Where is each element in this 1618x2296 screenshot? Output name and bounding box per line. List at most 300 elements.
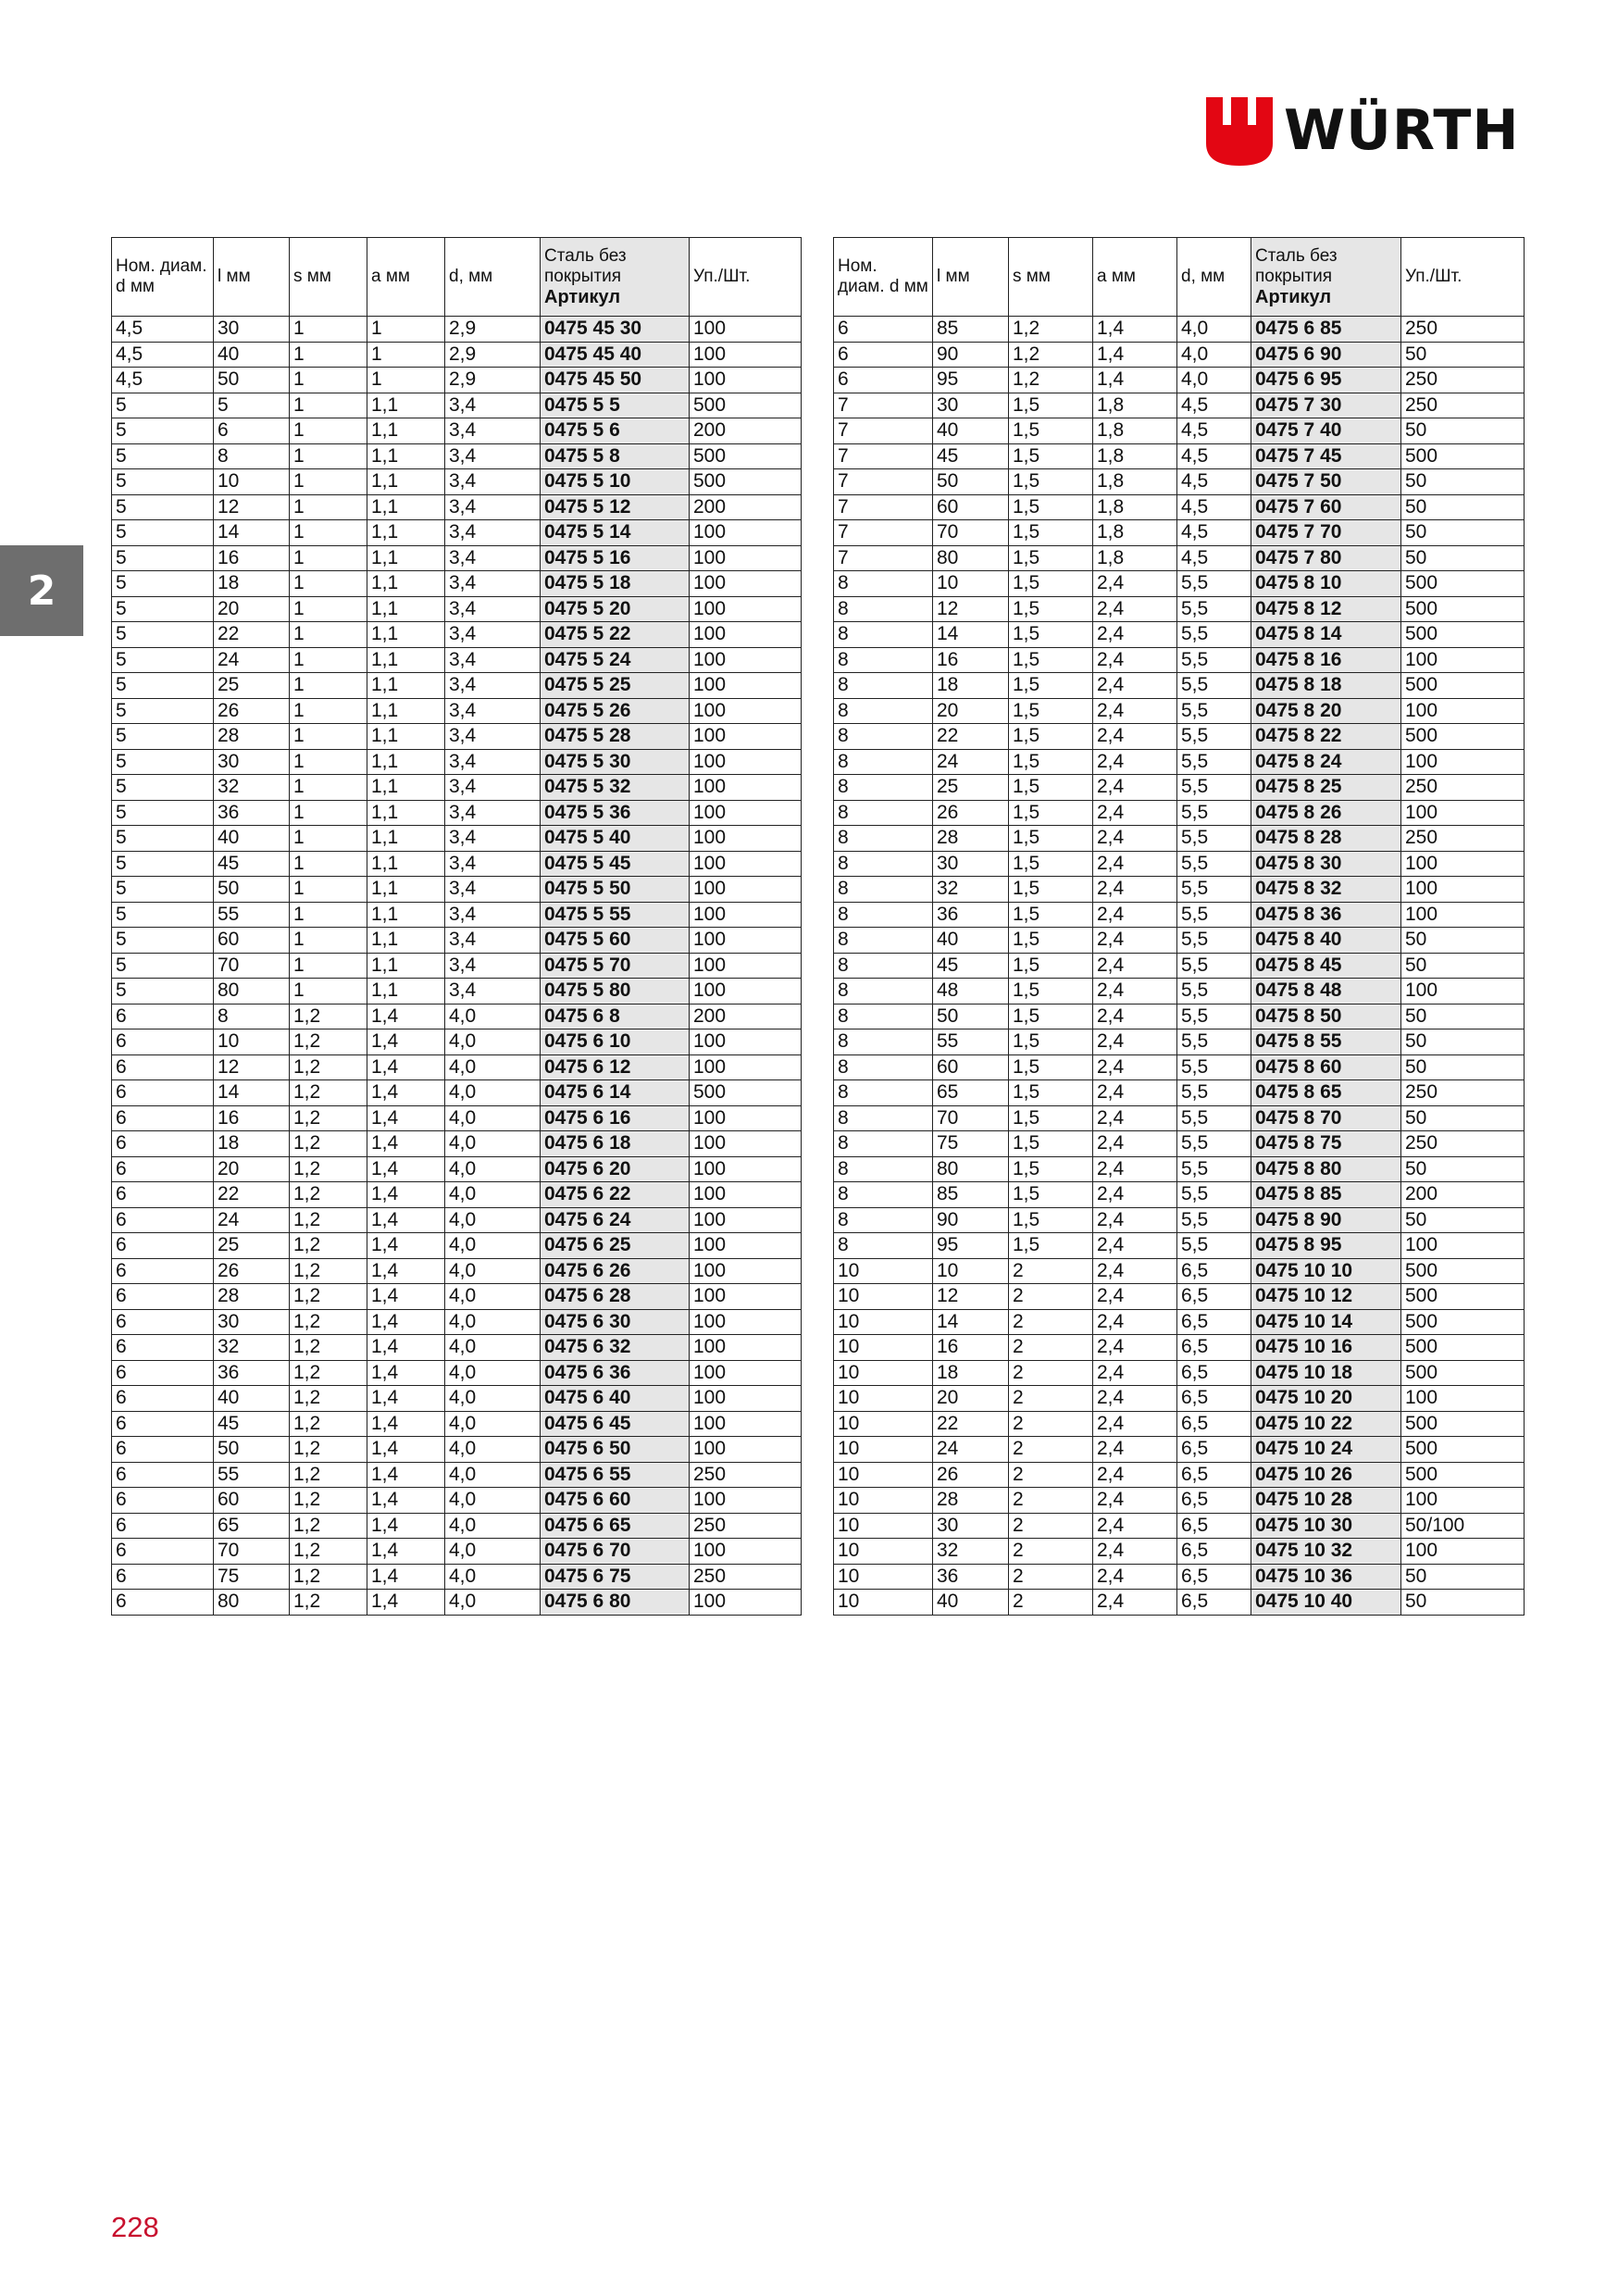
cell-a: 2,4: [1093, 1309, 1177, 1335]
cell-a: 1,4: [367, 1080, 445, 1106]
cell-article: 0475 8 28: [1251, 826, 1401, 852]
cell-l: 20: [214, 596, 290, 622]
table-row: [834, 1258, 1525, 1284]
spec-table-right: [833, 237, 1525, 1616]
cell-article: 0475 8 70: [1251, 1105, 1401, 1131]
table-row: [112, 647, 802, 673]
cell-l: 5: [214, 393, 290, 418]
cell-l: 25: [214, 1233, 290, 1259]
cell-d: 4,5: [1177, 520, 1251, 546]
cell-pack: 100: [690, 698, 802, 724]
table-row: [112, 1054, 802, 1080]
cell-pack: 500: [1401, 1258, 1525, 1284]
cell-nom-diam: 6: [112, 1207, 214, 1233]
cell-d: 5,5: [1177, 979, 1251, 1004]
cell-d: 4,5: [1177, 469, 1251, 495]
cell-nom-diam: 4,5: [112, 368, 214, 393]
cell-nom-diam: 8: [834, 775, 933, 801]
cell-s: 1: [290, 596, 367, 622]
cell-nom-diam: 7: [834, 469, 933, 495]
table-row: [834, 775, 1525, 801]
cell-article: 0475 10 24: [1251, 1437, 1401, 1463]
cell-s: 1,2: [290, 1309, 367, 1335]
table-row: [112, 622, 802, 648]
cell-pack: 100: [1401, 1233, 1525, 1259]
cell-a: 1,8: [1093, 393, 1177, 418]
cell-l: 18: [214, 1131, 290, 1157]
cell-article: 0475 5 55: [541, 902, 690, 928]
wurth-logo: [1206, 97, 1521, 168]
cell-pack: 50: [1401, 1564, 1525, 1590]
cell-d: 4,0: [1177, 342, 1251, 368]
cell-d: 5,5: [1177, 775, 1251, 801]
cell-nom-diam: 5: [112, 622, 214, 648]
cell-a: 1,4: [367, 1233, 445, 1259]
cell-d: 4,0: [445, 1004, 541, 1029]
table-row: [834, 1105, 1525, 1131]
cell-nom-diam: 8: [834, 571, 933, 597]
col-header-steel-label: Сталь без покрытия: [1255, 246, 1338, 286]
cell-pack: 100: [690, 724, 802, 750]
table-row: [112, 545, 802, 571]
col-header-a: a мм: [1093, 238, 1177, 317]
cell-a: 1,1: [367, 469, 445, 495]
cell-s: 1,2: [1009, 368, 1093, 393]
cell-a: 1,1: [367, 800, 445, 826]
cell-article: 0475 10 18: [1251, 1360, 1401, 1386]
table-row: [112, 1411, 802, 1437]
cell-a: 2,4: [1093, 1080, 1177, 1106]
cell-nom-diam: 10: [834, 1258, 933, 1284]
cell-d: 3,4: [445, 494, 541, 520]
cell-s: 1,5: [1009, 877, 1093, 903]
table-row: [834, 1437, 1525, 1463]
cell-article: 0475 8 48: [1251, 979, 1401, 1004]
cell-d: 6,5: [1177, 1309, 1251, 1335]
cell-nom-diam: 6: [112, 1105, 214, 1131]
cell-s: 1,5: [1009, 1080, 1093, 1106]
cell-article: 0475 10 36: [1251, 1564, 1401, 1590]
cell-d: 6,5: [1177, 1437, 1251, 1463]
cell-article: 0475 6 24: [541, 1207, 690, 1233]
table-row: [834, 1386, 1525, 1412]
cell-d: 5,5: [1177, 596, 1251, 622]
cell-s: 1: [290, 571, 367, 597]
cell-l: 30: [933, 851, 1009, 877]
cell-a: 1,1: [367, 596, 445, 622]
cell-s: 1,2: [290, 1258, 367, 1284]
cell-pack: 100: [690, 877, 802, 903]
cell-l: 40: [933, 418, 1009, 444]
cell-a: 1,1: [367, 775, 445, 801]
cell-pack: 250: [1401, 1080, 1525, 1106]
cell-pack: 100: [690, 1029, 802, 1055]
cell-a: 1,8: [1093, 418, 1177, 444]
cell-l: 55: [214, 1462, 290, 1488]
cell-pack: 50/100: [1401, 1513, 1525, 1539]
cell-a: 1,1: [367, 877, 445, 903]
table-row: [112, 1335, 802, 1361]
cell-nom-diam: 10: [834, 1284, 933, 1310]
cell-article: 0475 7 45: [1251, 443, 1401, 469]
cell-s: 1: [290, 647, 367, 673]
cell-pack: 100: [690, 826, 802, 852]
cell-d: 4,0: [445, 1411, 541, 1437]
cell-a: 1,1: [367, 698, 445, 724]
cell-s: 1: [290, 698, 367, 724]
cell-article: 0475 8 22: [1251, 724, 1401, 750]
cell-l: 8: [214, 1004, 290, 1029]
cell-d: 5,5: [1177, 1105, 1251, 1131]
table-row: [112, 1182, 802, 1208]
cell-d: 3,4: [445, 571, 541, 597]
cell-nom-diam: 8: [834, 698, 933, 724]
cell-d: 6,5: [1177, 1360, 1251, 1386]
cell-a: 1,1: [367, 851, 445, 877]
table-row: [112, 1386, 802, 1412]
table-row: [112, 1462, 802, 1488]
cell-l: 55: [214, 902, 290, 928]
cell-s: 1,5: [1009, 1156, 1093, 1182]
table-row: [834, 443, 1525, 469]
cell-article: 0475 6 18: [541, 1131, 690, 1157]
cell-d: 3,4: [445, 979, 541, 1004]
cell-nom-diam: 8: [834, 1182, 933, 1208]
cell-s: 1,5: [1009, 953, 1093, 979]
cell-l: 32: [933, 877, 1009, 903]
cell-a: 1,1: [367, 418, 445, 444]
cell-d: 4,0: [445, 1539, 541, 1565]
col-header-article-label: Артикул: [1255, 287, 1332, 307]
cell-article: 0475 8 26: [1251, 800, 1401, 826]
cell-pack: 100: [690, 571, 802, 597]
cell-nom-diam: 8: [834, 647, 933, 673]
cell-s: 1: [290, 877, 367, 903]
cell-nom-diam: 6: [112, 1462, 214, 1488]
cell-nom-diam: 6: [112, 1360, 214, 1386]
cell-article: 0475 5 60: [541, 928, 690, 954]
cell-d: 4,0: [1177, 317, 1251, 343]
cell-article: 0475 5 22: [541, 622, 690, 648]
cell-pack: 50: [1401, 953, 1525, 979]
cell-article: 0475 6 28: [541, 1284, 690, 1310]
cell-article: 0475 8 45: [1251, 953, 1401, 979]
cell-nom-diam: 10: [834, 1488, 933, 1514]
cell-article: 0475 10 30: [1251, 1513, 1401, 1539]
table-row: [834, 596, 1525, 622]
cell-article: 0475 5 40: [541, 826, 690, 852]
cell-d: 3,4: [445, 928, 541, 954]
cell-s: 1,5: [1009, 826, 1093, 852]
table-row: [834, 1284, 1525, 1310]
cell-l: 30: [214, 317, 290, 343]
cell-d: 6,5: [1177, 1411, 1251, 1437]
col-header-article: [1251, 238, 1401, 317]
table-body-right: [834, 317, 1525, 1616]
cell-pack: 500: [1401, 1335, 1525, 1361]
cell-l: 50: [214, 877, 290, 903]
cell-s: 1,5: [1009, 545, 1093, 571]
cell-s: 1: [290, 520, 367, 546]
cell-s: 1,5: [1009, 1182, 1093, 1208]
cell-a: 1,4: [367, 1105, 445, 1131]
cell-d: 5,5: [1177, 928, 1251, 954]
cell-s: 1: [290, 469, 367, 495]
table-row: [834, 1309, 1525, 1335]
cell-pack: 100: [690, 1360, 802, 1386]
cell-a: 1,4: [367, 1284, 445, 1310]
cell-s: 2: [1009, 1309, 1093, 1335]
cell-pack: 500: [1401, 443, 1525, 469]
cell-nom-diam: 6: [112, 1411, 214, 1437]
cell-s: 1,5: [1009, 443, 1093, 469]
cell-nom-diam: 8: [834, 724, 933, 750]
cell-nom-diam: 4,5: [112, 342, 214, 368]
cell-s: 2: [1009, 1590, 1093, 1616]
table-row: [834, 1004, 1525, 1029]
cell-nom-diam: 7: [834, 443, 933, 469]
cell-a: 1,4: [1093, 342, 1177, 368]
cell-pack: 100: [1401, 1539, 1525, 1565]
cell-article: 0475 5 12: [541, 494, 690, 520]
cell-a: 1,1: [367, 393, 445, 418]
cell-l: 16: [214, 1105, 290, 1131]
cell-a: 1,1: [367, 953, 445, 979]
cell-a: 1,1: [367, 545, 445, 571]
cell-s: 1,5: [1009, 1029, 1093, 1055]
cell-nom-diam: 6: [112, 1437, 214, 1463]
cell-d: 2,9: [445, 317, 541, 343]
cell-l: 30: [214, 1309, 290, 1335]
cell-d: 5,5: [1177, 851, 1251, 877]
cell-d: 5,5: [1177, 1029, 1251, 1055]
cell-article: 0475 8 14: [1251, 622, 1401, 648]
cell-pack: 500: [1401, 1462, 1525, 1488]
cell-s: 1,5: [1009, 596, 1093, 622]
cell-pack: 100: [690, 1335, 802, 1361]
cell-article: 0475 10 14: [1251, 1309, 1401, 1335]
cell-l: 10: [933, 1258, 1009, 1284]
cell-s: 1,5: [1009, 851, 1093, 877]
cell-pack: 500: [1401, 622, 1525, 648]
cell-article: 0475 8 40: [1251, 928, 1401, 954]
cell-l: 60: [214, 1488, 290, 1514]
cell-a: 2,4: [1093, 800, 1177, 826]
cell-s: 1,5: [1009, 902, 1093, 928]
cell-nom-diam: 7: [834, 418, 933, 444]
col-header-a: a мм: [367, 238, 445, 317]
cell-l: 40: [933, 928, 1009, 954]
cell-article: 0475 8 25: [1251, 775, 1401, 801]
cell-nom-diam: 8: [834, 1080, 933, 1106]
table-row: [112, 1029, 802, 1055]
cell-d: 5,5: [1177, 673, 1251, 699]
cell-article: 0475 5 25: [541, 673, 690, 699]
cell-a: 2,4: [1093, 953, 1177, 979]
cell-pack: 50: [1401, 1004, 1525, 1029]
cell-article: 0475 45 50: [541, 368, 690, 393]
cell-l: 75: [214, 1564, 290, 1590]
cell-s: 1: [290, 673, 367, 699]
cell-article: 0475 7 30: [1251, 393, 1401, 418]
cell-a: 2,4: [1093, 877, 1177, 903]
cell-s: 1,2: [290, 1564, 367, 1590]
table-row: [834, 494, 1525, 520]
cell-article: 0475 6 8: [541, 1004, 690, 1029]
cell-article: 0475 10 10: [1251, 1258, 1401, 1284]
cell-nom-diam: 5: [112, 494, 214, 520]
table-row: [834, 469, 1525, 495]
cell-l: 85: [933, 317, 1009, 343]
cell-l: 90: [933, 1207, 1009, 1233]
cell-l: 14: [933, 622, 1009, 648]
cell-nom-diam: 6: [112, 1590, 214, 1616]
cell-pack: 250: [1401, 368, 1525, 393]
cell-article: 0475 6 32: [541, 1335, 690, 1361]
cell-a: 2,4: [1093, 724, 1177, 750]
cell-a: 2,4: [1093, 902, 1177, 928]
cell-a: 1,4: [367, 1335, 445, 1361]
table-row: [112, 1513, 802, 1539]
cell-nom-diam: 6: [112, 1004, 214, 1029]
cell-s: 2: [1009, 1437, 1093, 1463]
cell-nom-diam: 8: [834, 877, 933, 903]
cell-article: 0475 6 45: [541, 1411, 690, 1437]
table-row: [834, 724, 1525, 750]
cell-pack: 250: [690, 1462, 802, 1488]
cell-article: 0475 5 14: [541, 520, 690, 546]
cell-d: 4,5: [1177, 418, 1251, 444]
cell-a: 2,4: [1093, 1207, 1177, 1233]
cell-pack: 100: [690, 520, 802, 546]
cell-l: 20: [933, 1386, 1009, 1412]
cell-d: 4,0: [1177, 368, 1251, 393]
cell-d: 6,5: [1177, 1258, 1251, 1284]
col-header-pack: Уп./Шт.: [690, 238, 802, 317]
cell-a: 1,4: [367, 1564, 445, 1590]
table-row: [834, 1233, 1525, 1259]
cell-pack: 50: [1401, 1590, 1525, 1616]
cell-a: 2,4: [1093, 1360, 1177, 1386]
cell-a: 2,4: [1093, 979, 1177, 1004]
cell-pack: 50: [1401, 494, 1525, 520]
cell-article: 0475 10 40: [1251, 1590, 1401, 1616]
cell-nom-diam: 8: [834, 851, 933, 877]
cell-d: 4,5: [1177, 443, 1251, 469]
cell-a: 2,4: [1093, 1284, 1177, 1310]
cell-a: 2,4: [1093, 1462, 1177, 1488]
table-row: [112, 368, 802, 393]
cell-s: 1,5: [1009, 800, 1093, 826]
table-row: [834, 418, 1525, 444]
cell-l: 28: [933, 826, 1009, 852]
cell-nom-diam: 5: [112, 724, 214, 750]
table-row: [112, 1309, 802, 1335]
cell-s: 1,2: [290, 1029, 367, 1055]
cell-l: 28: [933, 1488, 1009, 1514]
cell-article: 0475 8 36: [1251, 902, 1401, 928]
cell-d: 5,5: [1177, 647, 1251, 673]
cell-pack: 50: [1401, 469, 1525, 495]
cell-pack: 250: [1401, 775, 1525, 801]
cell-a: 1,1: [367, 647, 445, 673]
cell-d: 5,5: [1177, 877, 1251, 903]
table-row: [834, 953, 1525, 979]
cell-s: 1: [290, 979, 367, 1004]
cell-nom-diam: 5: [112, 520, 214, 546]
cell-s: 1: [290, 851, 367, 877]
cell-nom-diam: 5: [112, 647, 214, 673]
cell-a: 1,8: [1093, 545, 1177, 571]
cell-s: 1,2: [290, 1182, 367, 1208]
table-row: [112, 1004, 802, 1029]
cell-l: 24: [214, 647, 290, 673]
cell-d: 4,5: [1177, 494, 1251, 520]
cell-l: 12: [933, 596, 1009, 622]
cell-nom-diam: 7: [834, 494, 933, 520]
section-tab: [0, 545, 83, 636]
table-row: [112, 902, 802, 928]
cell-s: 1: [290, 545, 367, 571]
table-row: [112, 596, 802, 622]
cell-nom-diam: 10: [834, 1564, 933, 1590]
cell-pack: 100: [690, 1488, 802, 1514]
table-row: [834, 902, 1525, 928]
cell-s: 1,5: [1009, 749, 1093, 775]
cell-l: 50: [214, 368, 290, 393]
cell-l: 12: [933, 1284, 1009, 1310]
cell-pack: 100: [690, 979, 802, 1004]
table-row: [112, 1590, 802, 1616]
col-header-article: [541, 238, 690, 317]
cell-d: 5,5: [1177, 1004, 1251, 1029]
cell-l: 14: [933, 1309, 1009, 1335]
cell-l: 28: [214, 724, 290, 750]
col-header-d: d, мм: [1177, 238, 1251, 317]
cell-d: 2,9: [445, 342, 541, 368]
cell-s: 1: [290, 317, 367, 343]
table-row: [112, 1207, 802, 1233]
cell-d: 3,4: [445, 520, 541, 546]
cell-a: 1,4: [367, 1207, 445, 1233]
table-row: [112, 724, 802, 750]
cell-d: 5,5: [1177, 622, 1251, 648]
cell-article: 0475 6 55: [541, 1462, 690, 1488]
cell-s: 2: [1009, 1411, 1093, 1437]
cell-s: 1: [290, 494, 367, 520]
cell-d: 4,0: [445, 1309, 541, 1335]
cell-d: 3,4: [445, 647, 541, 673]
cell-article: 0475 5 10: [541, 469, 690, 495]
cell-pack: 100: [690, 775, 802, 801]
cell-s: 2: [1009, 1386, 1093, 1412]
cell-a: 1,4: [367, 1462, 445, 1488]
table-row: [112, 1131, 802, 1157]
cell-l: 80: [214, 979, 290, 1004]
cell-d: 6,5: [1177, 1564, 1251, 1590]
cell-a: 2,4: [1093, 1182, 1177, 1208]
cell-article: 0475 6 14: [541, 1080, 690, 1106]
cell-d: 4,0: [445, 1462, 541, 1488]
cell-nom-diam: 10: [834, 1386, 933, 1412]
cell-d: 4,0: [445, 1488, 541, 1514]
cell-a: 1,4: [367, 1258, 445, 1284]
cell-pack: 100: [690, 545, 802, 571]
cell-pack: 250: [1401, 317, 1525, 343]
cell-nom-diam: 6: [112, 1156, 214, 1182]
cell-nom-diam: 6: [112, 1131, 214, 1157]
cell-l: 10: [214, 469, 290, 495]
